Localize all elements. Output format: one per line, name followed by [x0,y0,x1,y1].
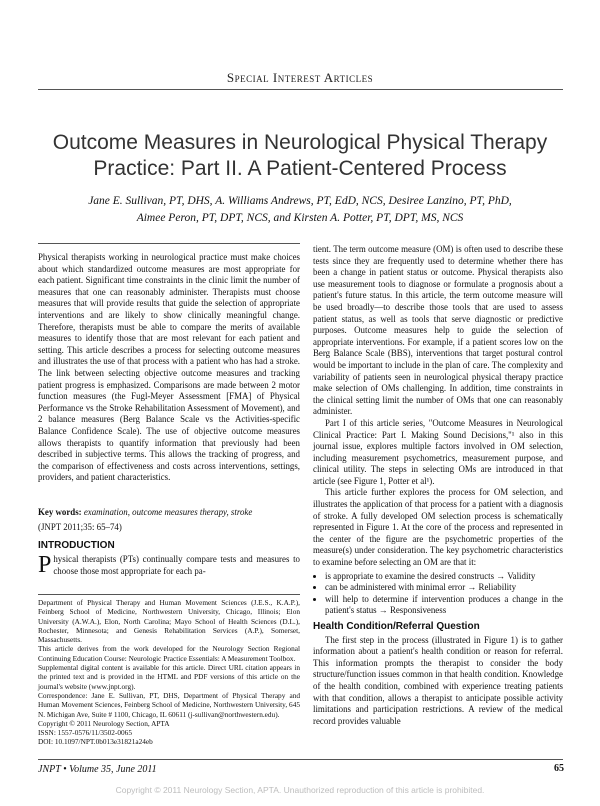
header-rule [38,89,563,90]
keywords-text: examination, outcome measures therapy, stroke [83,507,253,517]
abstract [38,252,300,484]
right-paragraph-1: tient. The term outcome measure (OM) is often used to describe these tests since they are frequently used to determine whether there has been a change in patient status or outcome. Physical therapists also use measurement tools to diagnose or formulate a prognosis about a patient's future status. In this article, the term outcome measure will be used broadly—to describe those tools that are used to assess patient status, as well as tools that serve diagnostic or predictive purposes. Outcome measures help to guide the selection of appropriate interventions. For example, if a patient scores low on the Berg Balance Scale (BBS), interventions that target postural control would be important to include in the plan of care. The complexity and variability of patients seen in neurological physical therapy practice make selection of OMs challenging. In addition, time constraints in the clinical setting limit the number of OMs that one can reasonably administer. [313,244,563,417]
psychometric-list [313,571,563,617]
intro-paragraph [38,554,300,577]
copyright-watermark: Copyright © 2011 Neurology Section, APTA. Unauthorized reproduction of this article is prohibited. [115,785,485,795]
article-title: Outcome Measures in Neurological Physical Therapy Practice: Part II. A Patient-Centered Process [52,131,548,180]
authors-line-1: Jane E. Sullivan, PT, DHS, A. Williams Andrews, PT, EdD, NCS, Desiree Lanzino, PT, PhD, [88,195,512,207]
footnote-supplemental: Supplemental digital content is available for this article. Direct URL citation appears in the printed text and is provided in the HTML and PDF versions of this article on the journal's website (www.jnpt.org). [38,663,300,691]
page-number: 65 [554,763,564,774]
footnote-derived: This article derives from the work developed for the Neurology Section Regional Continuing Education Course: Neurologic Practice Essentials: A Measurement Toolbox. [38,644,300,663]
footnote-doi: DOI: 10.1097/NPT.0b013e31821a24eb [38,737,153,747]
section-subheading: Health Condition/Referral Question [313,621,480,632]
abstract-top-rule [38,243,300,244]
intro-heading: INTRODUCTION [38,540,115,551]
footnote-correspondence: Correspondence: Jane E. Sullivan, PT, DHS, Department of Physical Therapy and Human Movement Sciences, Feinberg School of Medicine, Northwestern University, 645 N. Michigan Ave, Suite # 1100, Chicago, IL 60611 (j-sullivan@northwestern.edu). [38,690,300,719]
section-label: Special Interest Articles [226,70,374,85]
keywords-label: Key words: [38,507,82,517]
author-list [40,193,560,227]
right-paragraph-3: This article further explores the process for OM selection, and illustrates the application of that process for a patient with a diagnosis of stroke. A fully developed OM selection process is schematically represented in Figure 1. At the core of the process and represented in the center of the figure are the psychometric properties of the measure(s) under consideration. The key psychometric characteristics to examine before selecting an OM are that it: [313,487,563,568]
list-item: • will help to determine if intervention produces a change in the patient's status → Responsiveness [325,594,563,617]
journal-footer: JNPT • Volume 35, June 2011 [38,764,157,775]
footnote-rule [38,594,300,595]
journal-citation: (JNPT 2011;35: 65–74) [38,522,122,532]
intro-dropcap: P [38,552,52,578]
footer-rule [38,759,563,760]
right-paragraph-4: The first step in the process (illustrated in Figure 1) is to gather information about a patient's health condition or reason for referral. This information prompts the therapist to consider the body structure/function issues common in that health condition. Knowledge of the health condition, combined with experience treating patients with that condition, allows a therapist to anticipate possible activity limitations and participation restrictions. A review of the medical record provides valuable [313,634,563,726]
list-item: • can be administered with minimal error → Reliability [325,582,563,594]
authors-line-2: Aimee Peron, PT, DPT, NCS, and Kirsten A. Potter, PT, DPT, MS, NCS [136,212,464,224]
keywords [38,507,300,517]
footnote-issn: ISSN: 1557-0576/11/3502-0065 [38,728,132,738]
footnote-affiliation: Department of Physical Therapy and Human Movement Sciences (J.E.S., K.A.P.), Feinberg School of Medicine, Northwestern University, Chicago, Illinois; Elon University (A.W.A.), Elon, North Carolina; Mayo School of Health Sciences (D.L.), Rochester, Minnesota; and Genesis Rehabilitation Services (A.P.), Somerset, Massachusetts. [38,598,300,645]
right-paragraph-2: Part I of this article series, "Outcome Measures in Neurological Clinical Practice: Part I. Making Sound Decisions,"¹ also in this journal issue, explores multiple factors involved in OM selection, including measurement psychometrics, measurement purpose, and clinical utility. The steps in selecting OMs are introduced in that article (see Figure 1, Potter et al¹). [313,417,563,486]
right-column [313,244,563,727]
intro-text: hysical therapists (PTs) continually compare tests and measures to choose those most appropriate for each pa- [53,554,300,576]
abstract-text: Physical therapists working in neurological practice must make choices about which standardized outcome measures are most appropriate for each patient. Significant time constraints in the clinic limit the number of measures that one can reasonably administer. Therapists must choose measures that will provide results that guide the selection of appropriate interventions and are likely to show clinically meaningful change. Therefore, therapists must be able to compare the merits of available measures to identify those that are most relevant for each patient and setting. This article describes a process for selecting outcome measures and illustrates the use of that process with a patient who has had a stroke. The link between selecting objective outcome measures and tracking patient progress is emphasized. Comparisons are made between 2 motor function measures (the Fugl-Meyer Assessment [FMA] of Physical Performance vs the Stroke Rehabilitation Assessment of Movement), and 2 balance measures (Berg Balance Scale vs the Activities-specific Balance Confidence Scale). The use of objective outcome measures allows therapists to quantify information that previously had been described in subjective terms. This allows the tracking of progress, and the comparison of effectiveness and costs across interventions, settings, providers, and patient characteristics. [38,252,300,483]
footnotes [38,598,300,747]
footnote-copyright: Copyright © 2011 Neurology Section, APTA [38,718,170,728]
list-item: • is appropriate to examine the desired constructs → Validity [325,571,563,583]
